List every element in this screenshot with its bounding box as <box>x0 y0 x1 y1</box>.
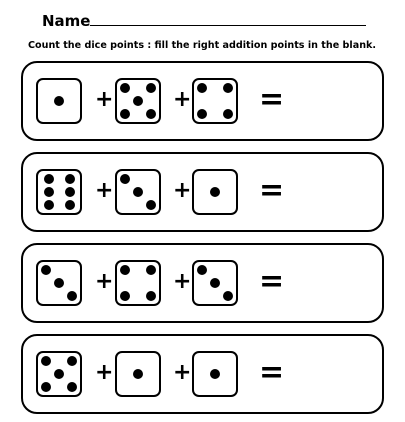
die-pip <box>146 200 156 210</box>
die-pip <box>133 369 143 379</box>
instruction-text: Count the dice points : fill the right addition points in the blank. <box>28 40 377 51</box>
die-pip <box>44 174 54 184</box>
die-face-icon <box>192 169 238 215</box>
exercise-row <box>21 243 384 323</box>
die-face-icon <box>115 78 161 124</box>
die-pip <box>67 382 77 392</box>
die-pip <box>197 265 207 275</box>
die-pip <box>120 265 130 275</box>
name-label: Name <box>42 12 91 30</box>
die-pip <box>44 200 54 210</box>
plus-sign: + <box>95 178 114 203</box>
die-pip <box>223 291 233 301</box>
die-pip <box>65 200 75 210</box>
die-pip <box>210 278 220 288</box>
plus-sign: + <box>95 87 114 112</box>
die-pip <box>67 356 77 366</box>
die-pip <box>44 187 54 197</box>
die-pip <box>41 265 51 275</box>
die-pip <box>54 369 64 379</box>
die-pip <box>54 278 64 288</box>
die-face-icon <box>115 260 161 306</box>
die-face-icon <box>36 169 82 215</box>
die-pip <box>67 291 77 301</box>
die-pip <box>210 187 220 197</box>
die-pip <box>120 83 130 93</box>
name-blank-line[interactable] <box>90 25 366 26</box>
die-pip <box>146 291 156 301</box>
die-pip <box>65 174 75 184</box>
equals-sign: = <box>259 173 285 208</box>
plus-sign: + <box>95 269 114 294</box>
exercise-row <box>21 334 384 414</box>
die-pip <box>120 291 130 301</box>
die-face-icon <box>36 260 82 306</box>
plus-sign: + <box>173 360 192 385</box>
die-pip <box>146 109 156 119</box>
name-field[interactable] <box>42 10 372 34</box>
die-pip <box>120 109 130 119</box>
answer-blank[interactable] <box>293 81 373 123</box>
equals-sign: = <box>259 264 285 299</box>
plus-sign: + <box>173 178 192 203</box>
die-pip <box>146 265 156 275</box>
die-pip <box>133 96 143 106</box>
die-pip <box>197 83 207 93</box>
die-pip <box>223 109 233 119</box>
die-pip <box>146 83 156 93</box>
answer-blank[interactable] <box>293 263 373 305</box>
die-pip <box>120 174 130 184</box>
plus-sign: + <box>173 269 192 294</box>
answer-blank[interactable] <box>293 354 373 396</box>
die-pip <box>210 369 220 379</box>
exercise-row <box>21 61 384 141</box>
die-pip <box>41 382 51 392</box>
answer-blank[interactable] <box>293 172 373 214</box>
die-face-icon <box>36 351 82 397</box>
die-face-icon <box>115 169 161 215</box>
die-pip <box>54 96 64 106</box>
die-pip <box>223 83 233 93</box>
equals-sign: = <box>259 355 285 390</box>
equals-sign: = <box>259 82 285 117</box>
die-pip <box>41 356 51 366</box>
die-face-icon <box>192 78 238 124</box>
plus-sign: + <box>95 360 114 385</box>
die-face-icon <box>115 351 161 397</box>
die-face-icon <box>192 351 238 397</box>
plus-sign: + <box>173 87 192 112</box>
die-pip <box>197 109 207 119</box>
exercise-row <box>21 152 384 232</box>
die-pip <box>65 187 75 197</box>
die-face-icon <box>192 260 238 306</box>
die-face-icon <box>36 78 82 124</box>
die-pip <box>133 187 143 197</box>
